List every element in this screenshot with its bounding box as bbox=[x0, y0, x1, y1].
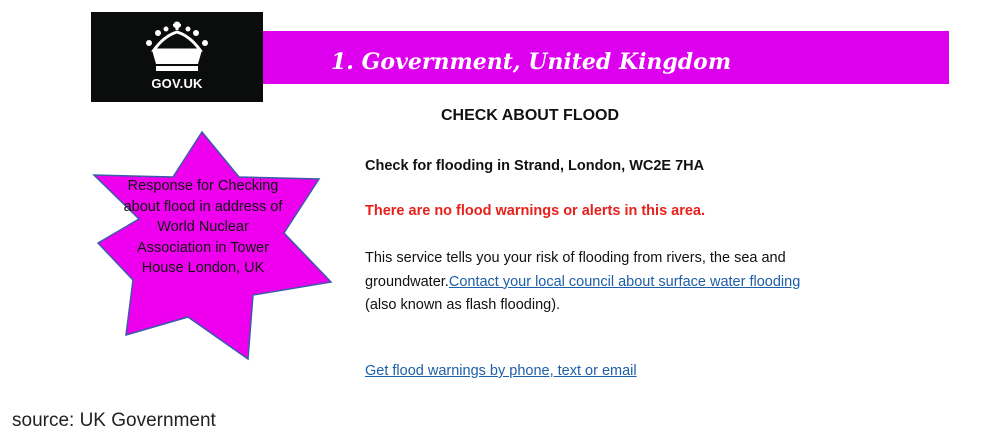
page-heading: CHECK ABOUT FLOOD bbox=[440, 107, 620, 124]
check-flooding-text: Check for flooding in Strand, London, WC2E 7HA bbox=[365, 158, 705, 174]
crown-icon bbox=[144, 20, 210, 74]
gov-uk-logo bbox=[91, 12, 263, 102]
no-warnings-alert: There are no flood warnings or alerts in this area. bbox=[365, 203, 706, 219]
banner-title: 1. Government, United Kingdom bbox=[331, 49, 732, 75]
source-caption: source: UK Government bbox=[12, 410, 216, 431]
flood-warnings-link[interactable]: Get flood warnings by phone, text or email bbox=[365, 363, 637, 379]
service-info-paragraph bbox=[365, 247, 815, 318]
info-text-after: (also known as flash flooding). bbox=[365, 297, 561, 313]
title-banner bbox=[263, 31, 949, 84]
star-callout-text: Response for Checking about flood in address of World Nuclear Association in Tower House London, UK bbox=[123, 178, 283, 276]
logo-text: GOV.UK bbox=[151, 76, 203, 91]
info-text-before: This service tells you your risk of flooding from rivers, the sea and groundwater. bbox=[365, 250, 786, 290]
contact-council-link[interactable]: Contact your local council about surface water flooding bbox=[448, 273, 801, 290]
